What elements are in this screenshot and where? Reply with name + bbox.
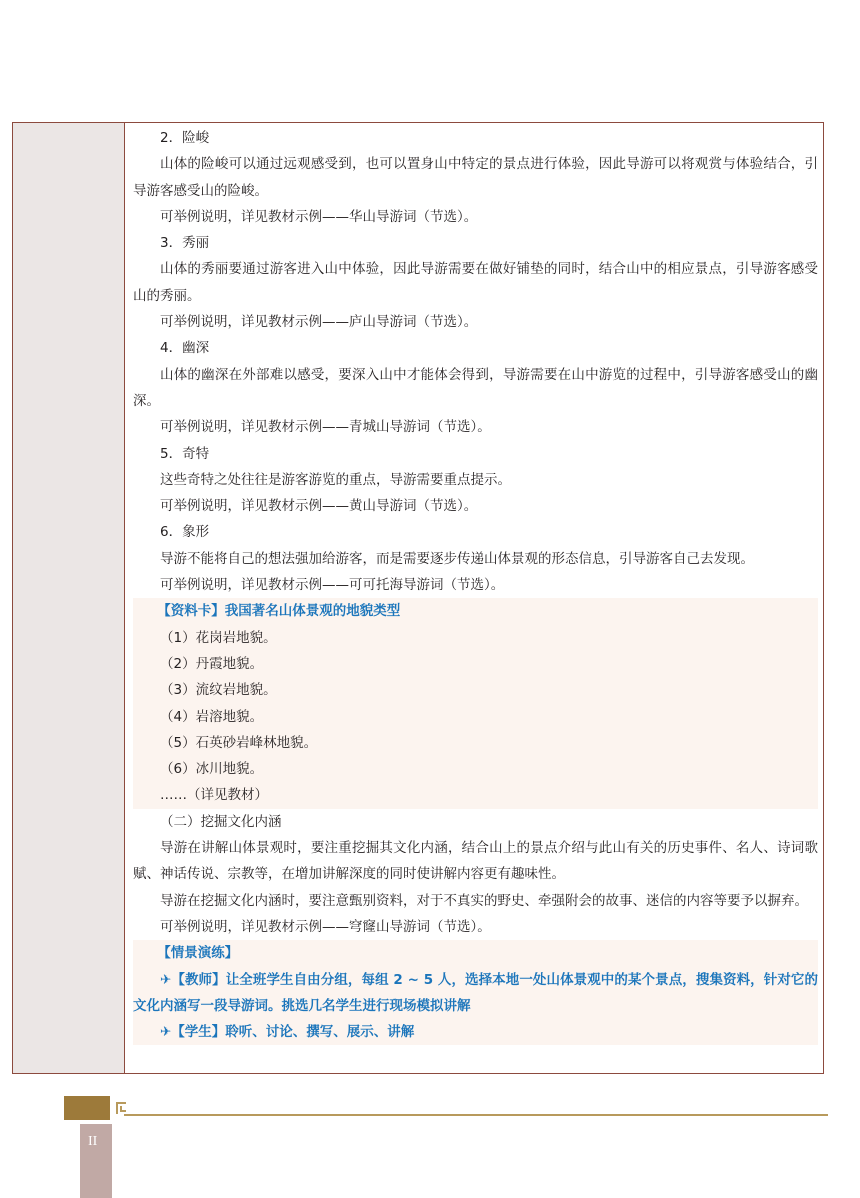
paragraph: 导游在挖掘文化内涵时，要注意甄别资料，对于不真实的野史、牵强附会的故事、迷信的内容等要予以摒弃。: [160, 892, 808, 909]
left-column: [13, 123, 125, 1073]
example-line: 可举例说明，详见教材示例——可可托海导游词（节选）。: [160, 577, 505, 594]
content-table: [12, 122, 824, 1074]
paragraph: 这些奇特之处往往是游客游览的重点，导游需要重点提示。: [160, 471, 511, 488]
page-number: II: [88, 1134, 98, 1149]
teacher-task: ✈【教师】让全班学生自由分组，每组 2 ~ 5 人，选择本地一处山体景观中的某个景点，搜集资料，针对它的文化内涵写一段导游词。挑选几名学生进行现场模拟讲解: [133, 971, 818, 1014]
example-line: 可举例说明，详见教材示例——穹窿山导游词（节选）。: [160, 918, 491, 935]
paragraph: 山体的险峻可以通过远观感受到，也可以置身山中特定的景点进行体验，因此导游可以将观赏与体验结合，引导游客感受山的险峻。: [133, 156, 818, 199]
resource-card-title: 【资料卡】我国著名山体景观的地貌类型: [157, 603, 401, 620]
list-item: （6）冰川地貌。: [160, 761, 264, 778]
paragraph: 导游不能将自己的想法强加给游客，而是需要逐步传递山体景观的形态信息，引导游客自己去发现。: [160, 550, 754, 567]
practice-box: [133, 940, 818, 1045]
list-item: （3）流纹岩地貌。: [160, 682, 277, 699]
section-heading: （二）挖掘文化内涵: [160, 813, 282, 830]
subheading-peculiar: 5．奇特: [160, 445, 210, 462]
footer-decor-block: [64, 1096, 110, 1120]
paragraph: 山体的幽深在外部难以感受，要深入山中才能体会得到，导游需要在山中游览的过程中，引导游客感受山的幽深。: [133, 366, 818, 409]
subheading-pictographic: 6．象形: [160, 524, 210, 541]
example-line: 可举例说明，详见教材示例——华山导游词（节选）。: [160, 208, 478, 225]
paragraph: 导游在讲解山体景观时，要注重挖掘其文化内涵，结合山上的景点介绍与此山有关的历史事件、名人、诗词歌赋、神话传说、宗教等，在增加讲解深度的同时使讲解内容更有趣味性。: [133, 840, 818, 883]
example-line: 可举例说明，详见教材示例——庐山导游词（节选）。: [160, 314, 478, 331]
practice-title: 【情景演练】: [157, 945, 239, 962]
subheading-beautiful: 3．秀丽: [160, 235, 210, 252]
footer-rule: [124, 1114, 828, 1116]
example-line: 可举例说明，详见教材示例——黄山导游词（节选）。: [160, 498, 478, 515]
subheading-steep: 2．险峻: [160, 130, 210, 146]
list-item: （5）石英砂岩峰林地貌。: [160, 734, 318, 751]
student-task: ✈【学生】聆听、讨论、撰写、展示、讲解: [160, 1024, 415, 1041]
list-item: （2）丹霞地貌。: [160, 655, 264, 672]
resource-card: [133, 598, 818, 808]
example-line: 可举例说明，详见教材示例——青城山导游词（节选）。: [160, 419, 491, 436]
list-item: ……（详见教材）: [160, 787, 268, 804]
list-item: （4）岩溶地貌。: [160, 708, 264, 725]
list-item: （1）花岗岩地貌。: [160, 629, 277, 646]
lesson-content: [133, 125, 818, 1045]
subheading-deep: 4．幽深: [160, 340, 210, 357]
paragraph: 山体的秀丽要通过游客进入山中体验，因此导游需要在做好铺垫的同时，结合山中的相应景点，引导游客感受山的秀丽。: [133, 261, 818, 304]
footer-ornament-inner: [120, 1106, 126, 1112]
